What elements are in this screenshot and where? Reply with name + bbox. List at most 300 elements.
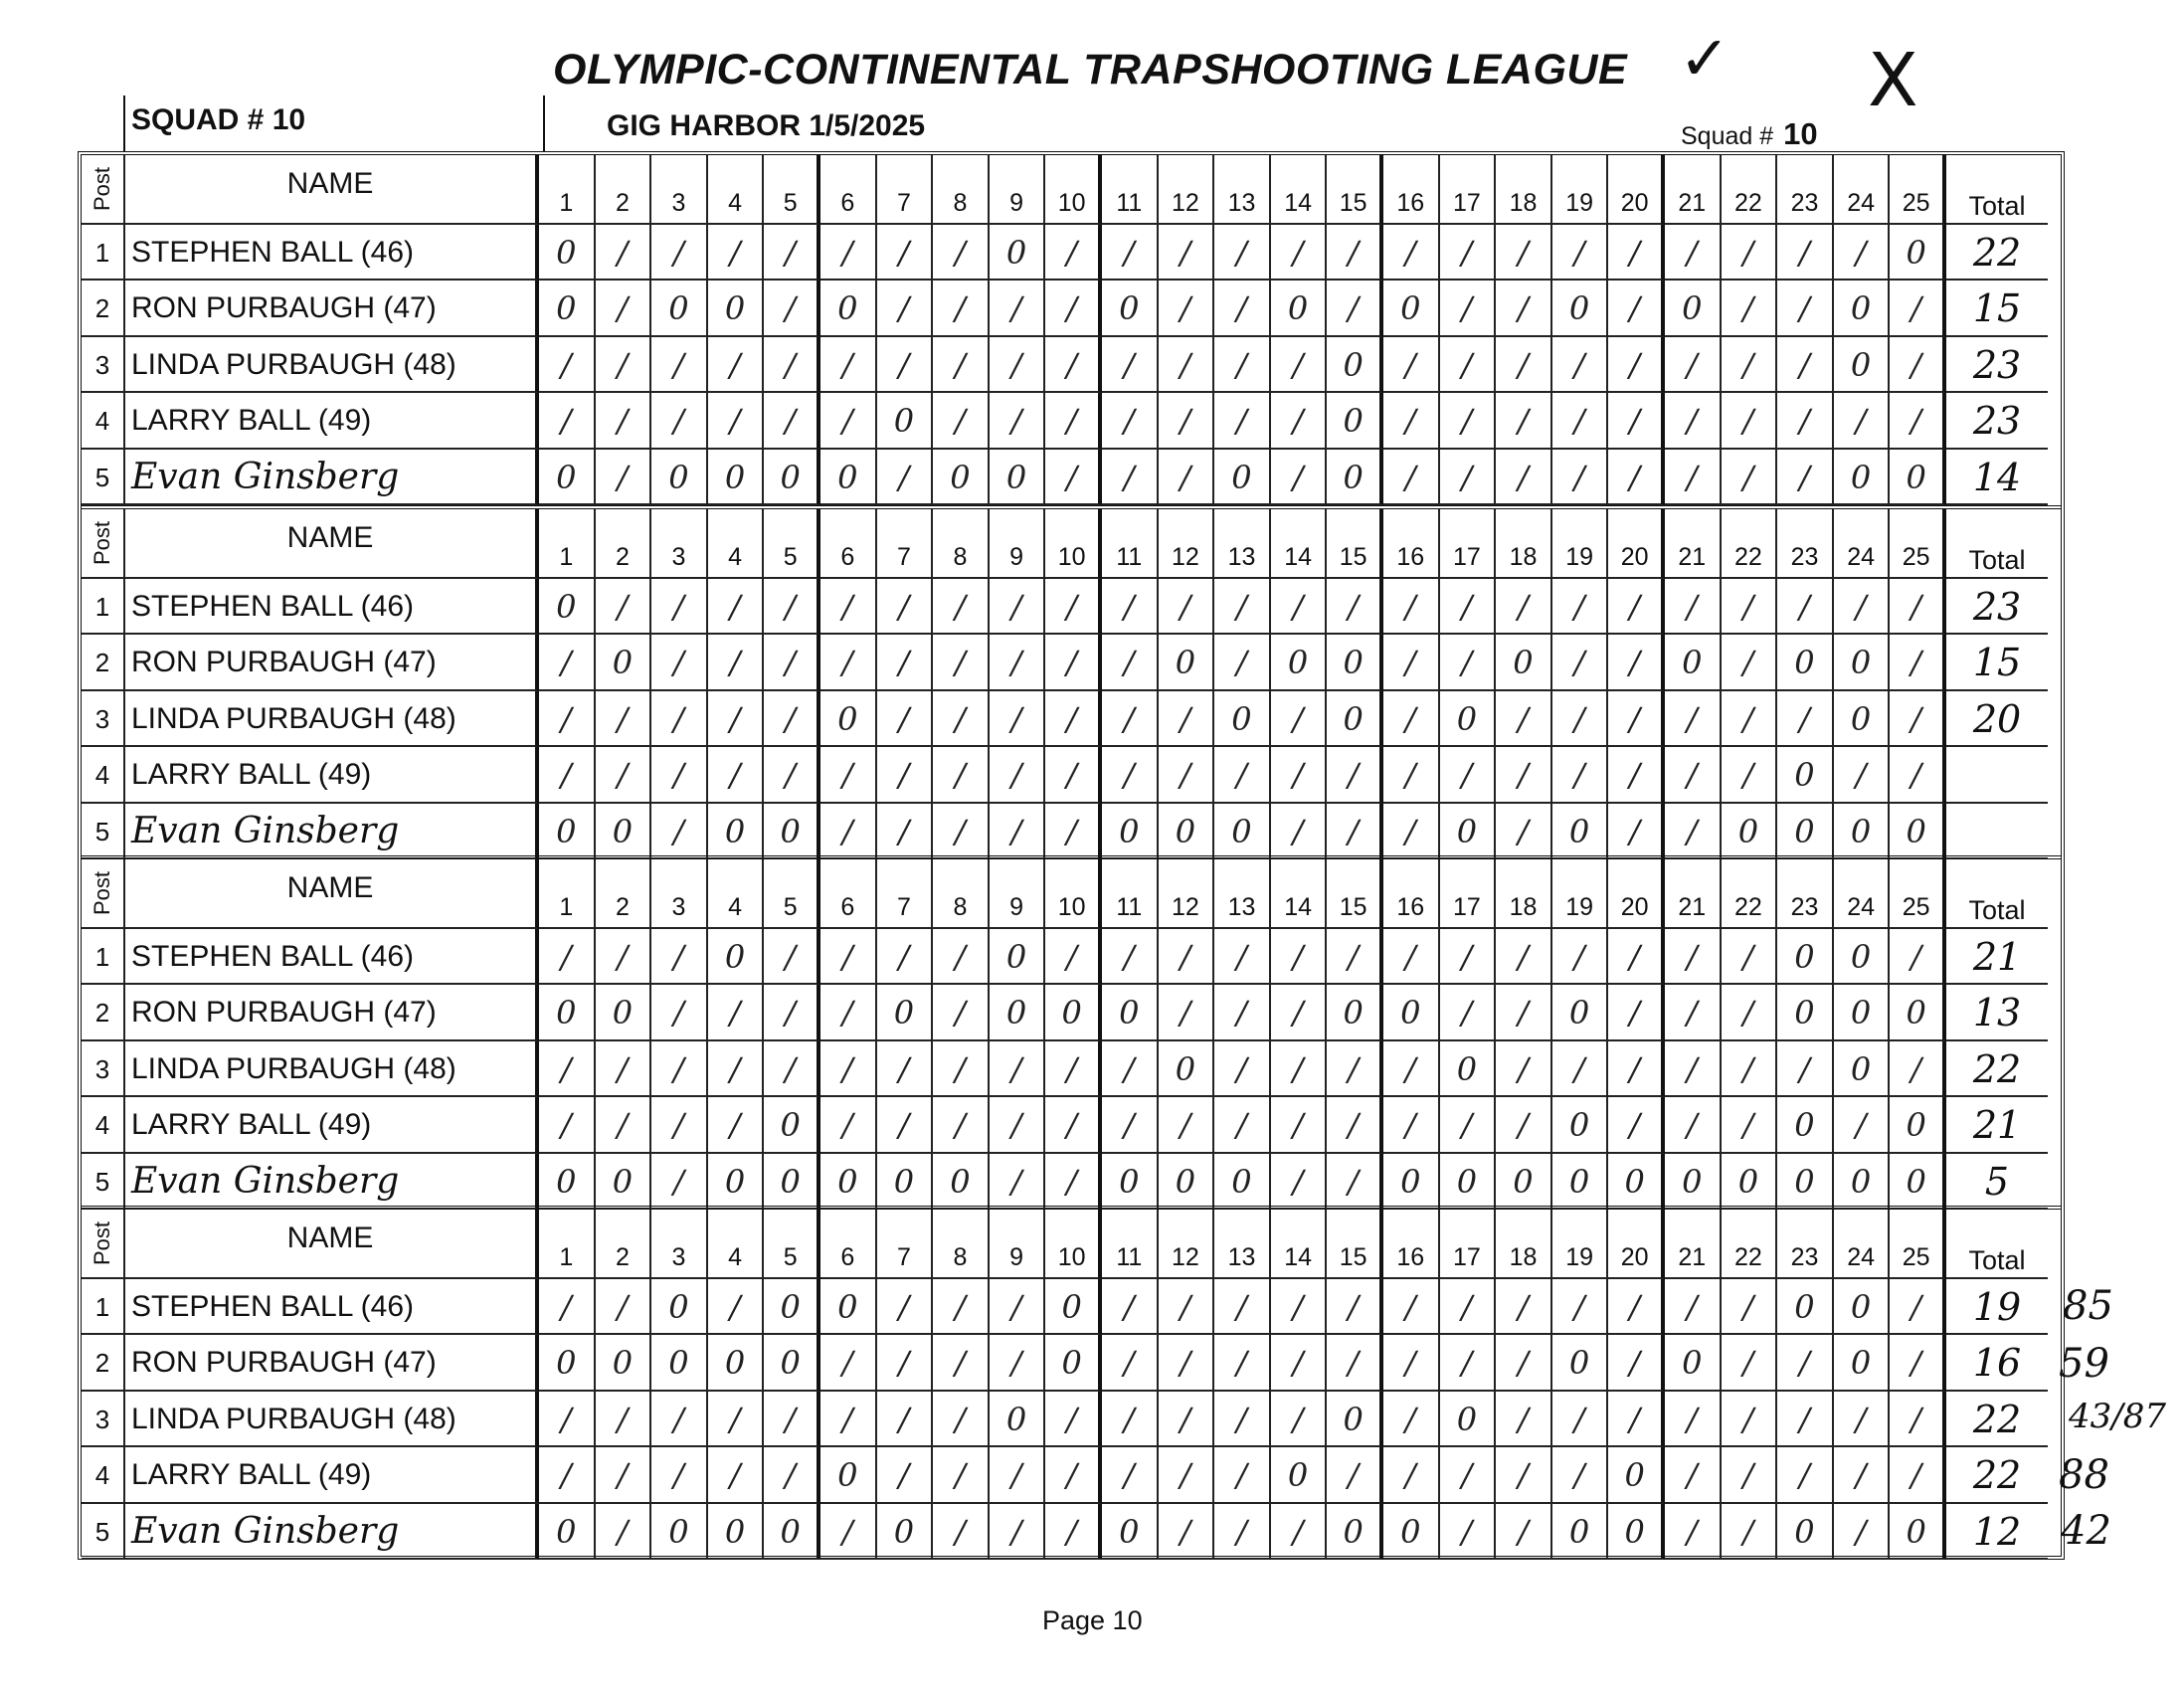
score-cell: / [651, 691, 708, 747]
score-cell: 0 [877, 985, 934, 1040]
score-cell: / [1777, 579, 1834, 635]
target-number-header: 21 [1665, 859, 1722, 929]
score-cell: 0 [990, 929, 1046, 985]
score-cell: / [1214, 1041, 1271, 1097]
score-cell: / [596, 1504, 652, 1560]
post-number: 2 [82, 1335, 125, 1391]
target-number-header: 15 [1327, 155, 1383, 225]
score-cell: 0 [1159, 635, 1215, 690]
score-cell: / [1496, 929, 1552, 985]
score-cell: 0 [1383, 985, 1440, 1040]
score-cell: 0 [1834, 929, 1891, 985]
score-cell: / [1552, 337, 1609, 393]
score-cell: / [708, 393, 765, 449]
player-row [82, 1154, 2061, 1210]
score-cell: / [933, 1335, 990, 1391]
score-cell: 0 [1722, 1154, 1778, 1210]
score-cell: 0 [1159, 804, 1215, 859]
score-cell: / [990, 1504, 1046, 1560]
score-cell: / [1102, 337, 1159, 393]
score-cell: 0 [1383, 1504, 1440, 1560]
score-cell: 0 [990, 985, 1046, 1040]
score-cell: / [1214, 1097, 1271, 1153]
score-cell: 0 [1722, 804, 1778, 859]
score-cell: / [1496, 1335, 1552, 1391]
score-cell: 0 [1552, 1154, 1609, 1210]
score-cell: / [1608, 579, 1665, 635]
score-cell: / [1608, 804, 1665, 859]
score-cell: / [1665, 985, 1722, 1040]
event-name: GIG HARBOR 1/5/2025 [607, 109, 926, 142]
post-header [82, 155, 125, 225]
post-number: 4 [82, 1447, 125, 1503]
score-cell: / [1890, 281, 1946, 336]
target-number-header: 22 [1722, 509, 1778, 579]
score-cell: / [651, 337, 708, 393]
name-header: NAME [125, 155, 539, 225]
score-cell: / [1608, 635, 1665, 690]
target-number-header: 8 [933, 509, 990, 579]
score-cell: / [596, 747, 652, 803]
score-cell: / [1102, 1392, 1159, 1447]
target-number-header: 11 [1102, 509, 1159, 579]
score-cell: / [1890, 579, 1946, 635]
x-mark: X [1868, 38, 1918, 123]
score-cell: / [1440, 225, 1497, 281]
score-cell: / [1496, 1097, 1552, 1153]
score-cell: 0 [1890, 1154, 1946, 1210]
score-cell: / [1214, 1504, 1271, 1560]
score-cell: / [1608, 1279, 1665, 1335]
player-total: 19 [1946, 1279, 2048, 1335]
score-cell: / [1722, 450, 1778, 505]
player-name: Evan Ginsberg [125, 450, 539, 505]
score-cell: / [764, 635, 820, 690]
score-cell: / [1102, 691, 1159, 747]
score-cell: / [1608, 747, 1665, 803]
score-cell: / [1608, 1392, 1665, 1447]
score-cell: 0 [1608, 1154, 1665, 1210]
score-cell: / [1722, 1097, 1778, 1153]
score-cell: / [1271, 929, 1328, 985]
score-cell: 0 [1383, 281, 1440, 336]
score-cell: 0 [1834, 337, 1891, 393]
score-cell: / [820, 579, 877, 635]
score-cell: / [708, 1097, 765, 1153]
score-cell: / [933, 1504, 990, 1560]
score-cell: / [1552, 579, 1609, 635]
target-number-header: 18 [1496, 155, 1552, 225]
score-cell: / [764, 225, 820, 281]
score-cell: / [1045, 393, 1102, 449]
score-cell: / [1722, 225, 1778, 281]
score-cell: / [1102, 579, 1159, 635]
score-cell: / [764, 929, 820, 985]
post-number: 3 [82, 337, 125, 393]
player-name: STEPHEN BALL (46) [125, 1279, 539, 1335]
score-cell: / [764, 985, 820, 1040]
score-cell: / [1665, 1392, 1722, 1447]
score-cell: / [1665, 747, 1722, 803]
score-cell: 0 [764, 1279, 820, 1335]
score-cell: 0 [539, 1335, 596, 1391]
player-row [82, 691, 2061, 747]
score-cell: 0 [1552, 804, 1609, 859]
score-cell: 0 [764, 1504, 820, 1560]
score-cell: 0 [1552, 1335, 1609, 1391]
score-cell: 0 [1440, 691, 1497, 747]
score-cell: / [1214, 393, 1271, 449]
score-cell: / [1102, 450, 1159, 505]
score-cell: / [1552, 1279, 1609, 1335]
score-cell: / [1608, 281, 1665, 336]
score-cell: / [1045, 747, 1102, 803]
score-cell: / [1722, 691, 1778, 747]
score-cell: / [1496, 747, 1552, 803]
score-cell: 0 [1890, 450, 1946, 505]
player-total: 23 [1946, 337, 2048, 393]
score-cell: 0 [1777, 985, 1834, 1040]
player-total: 23 [1946, 579, 2048, 635]
score-cell: 0 [1834, 804, 1891, 859]
score-cell: / [708, 691, 765, 747]
target-number-header: 20 [1608, 1210, 1665, 1279]
score-cell: / [1890, 635, 1946, 690]
target-number-header: 13 [1214, 509, 1271, 579]
score-cell: 0 [1327, 393, 1383, 449]
score-cell: / [1383, 1335, 1440, 1391]
total-header: Total [1946, 155, 2048, 225]
score-cell: 0 [1777, 1154, 1834, 1210]
score-cell: 0 [1214, 1154, 1271, 1210]
player-name: RON PURBAUGH (47) [125, 635, 539, 690]
player-row [82, 225, 2061, 281]
score-cell: / [933, 1392, 990, 1447]
score-cell: / [1496, 985, 1552, 1040]
score-cell: 0 [539, 450, 596, 505]
score-cell: 0 [1608, 1504, 1665, 1560]
score-cell: 0 [1834, 1279, 1891, 1335]
score-cell: / [651, 747, 708, 803]
score-cell: 0 [1777, 635, 1834, 690]
score-cell: / [1608, 929, 1665, 985]
score-cell: 0 [1327, 450, 1383, 505]
score-cell: / [1777, 1335, 1834, 1391]
post-number: 4 [82, 393, 125, 449]
score-cell: / [1608, 450, 1665, 505]
score-cell: / [1327, 1097, 1383, 1153]
score-cell: / [1496, 579, 1552, 635]
target-number-header: 23 [1777, 155, 1834, 225]
player-total: 16 [1946, 1335, 2048, 1391]
score-cell: 0 [708, 929, 765, 985]
player-total: 12 [1946, 1504, 2048, 1560]
score-cell: 0 [708, 1154, 765, 1210]
score-cell: 0 [1890, 225, 1946, 281]
score-cell: / [1834, 1392, 1891, 1447]
score-cell: / [1383, 393, 1440, 449]
score-cell: / [1214, 1335, 1271, 1391]
score-cell: / [877, 929, 934, 985]
score-cell: 0 [990, 450, 1046, 505]
score-cell: 0 [1665, 635, 1722, 690]
player-total: 21 [1946, 929, 2048, 985]
score-cell: / [1777, 691, 1834, 747]
score-cell: 0 [1271, 635, 1328, 690]
score-cell: 0 [1834, 635, 1891, 690]
score-cell: 0 [1214, 804, 1271, 859]
target-number-header: 8 [933, 155, 990, 225]
score-cell: 0 [708, 1504, 765, 1560]
score-cell: / [1890, 1279, 1946, 1335]
score-cell: 0 [877, 1154, 934, 1210]
score-cell: / [1214, 635, 1271, 690]
score-cell: / [877, 1279, 934, 1335]
score-cell: / [1722, 747, 1778, 803]
score-cell: / [1327, 225, 1383, 281]
score-cell: / [1890, 1447, 1946, 1503]
score-cell: / [1890, 1392, 1946, 1447]
score-cell: / [708, 747, 765, 803]
score-cell: / [990, 1154, 1046, 1210]
score-cell: / [1777, 1392, 1834, 1447]
score-cell: 0 [1327, 1504, 1383, 1560]
score-cell: / [1271, 337, 1328, 393]
score-cell: 0 [1214, 691, 1271, 747]
score-cell: / [877, 1392, 934, 1447]
target-number-header: 20 [1608, 155, 1665, 225]
player-name: STEPHEN BALL (46) [125, 579, 539, 635]
score-cell: 0 [1159, 1154, 1215, 1210]
score-cell: 0 [1777, 804, 1834, 859]
score-cell: / [1159, 1335, 1215, 1391]
player-total: 21 [1946, 1097, 2048, 1153]
target-number-header: 16 [1383, 155, 1440, 225]
target-number-header: 19 [1552, 859, 1609, 929]
score-cell: / [1383, 450, 1440, 505]
score-cell: / [539, 635, 596, 690]
name-header: NAME [125, 509, 539, 579]
score-cell: / [820, 393, 877, 449]
target-number-header: 20 [1608, 859, 1665, 929]
score-cell: / [933, 985, 990, 1040]
score-cell: 0 [539, 1154, 596, 1210]
score-cell: / [651, 1097, 708, 1153]
score-cell: / [596, 579, 652, 635]
score-cell: / [764, 337, 820, 393]
score-cell: / [539, 1279, 596, 1335]
score-cell: / [990, 1097, 1046, 1153]
score-cell: 0 [820, 1279, 877, 1335]
score-cell: / [877, 1097, 934, 1153]
player-total: 22 [1946, 225, 2048, 281]
score-cell: / [539, 929, 596, 985]
score-cell: 0 [651, 1335, 708, 1391]
score-cell: / [1383, 579, 1440, 635]
target-number-header: 23 [1777, 859, 1834, 929]
target-number-header: 15 [1327, 1210, 1383, 1279]
target-number-header: 9 [990, 859, 1046, 929]
score-cell: / [1271, 1279, 1328, 1335]
player-row [82, 929, 2061, 985]
score-cell: 0 [877, 1504, 934, 1560]
score-cell: / [1102, 1041, 1159, 1097]
score-cell: / [1440, 747, 1497, 803]
score-cell: / [1608, 393, 1665, 449]
target-number-header: 5 [764, 859, 820, 929]
score-cell: / [1665, 929, 1722, 985]
score-cell: / [877, 450, 934, 505]
score-cell: 0 [1890, 985, 1946, 1040]
target-number-header: 18 [1496, 859, 1552, 929]
score-cell: 0 [1440, 1154, 1497, 1210]
header-divider-left [123, 95, 125, 151]
score-cell: / [1271, 450, 1328, 505]
squad-label: SQUAD # 10 [131, 103, 306, 136]
score-cell: / [708, 337, 765, 393]
score-cell: / [1608, 691, 1665, 747]
score-cell: / [651, 1392, 708, 1447]
player-row [82, 281, 2061, 336]
score-cell: / [1890, 929, 1946, 985]
score-cell: 0 [708, 804, 765, 859]
score-cell: 0 [1890, 1097, 1946, 1153]
score-cell: / [1271, 1504, 1328, 1560]
score-cell: / [539, 393, 596, 449]
score-cell: / [1159, 337, 1215, 393]
score-cell: / [1552, 1041, 1609, 1097]
round-block [82, 155, 2061, 505]
player-row [82, 1447, 2061, 1503]
target-number-header: 14 [1271, 1210, 1328, 1279]
score-cell: / [1271, 1041, 1328, 1097]
score-cell: / [1722, 985, 1778, 1040]
target-number-header: 14 [1271, 859, 1328, 929]
score-cell: 0 [1665, 1154, 1722, 1210]
score-cell: / [539, 747, 596, 803]
score-cell: 0 [651, 1279, 708, 1335]
score-cell: / [596, 1447, 652, 1503]
player-row [82, 337, 2061, 393]
score-cell: 0 [1834, 1335, 1891, 1391]
score-cell: / [1214, 1447, 1271, 1503]
score-cell: / [820, 804, 877, 859]
player-total: 20 [1946, 691, 2048, 747]
score-cell: / [1552, 225, 1609, 281]
player-name: LARRY BALL (49) [125, 1097, 539, 1153]
post-label: Post [90, 520, 114, 566]
target-number-header: 11 [1102, 859, 1159, 929]
target-number-header: 12 [1159, 155, 1215, 225]
player-row [82, 747, 2061, 803]
score-cell: / [651, 985, 708, 1040]
target-number-header: 2 [596, 509, 652, 579]
score-cell: 0 [1552, 1504, 1609, 1560]
round-header-row [82, 155, 2061, 225]
score-cell: / [990, 281, 1046, 336]
score-cell: / [820, 337, 877, 393]
score-cell: 0 [990, 225, 1046, 281]
score-cell: 0 [1102, 1154, 1159, 1210]
score-cell: 0 [539, 579, 596, 635]
player-total: 14 [1946, 450, 2048, 505]
score-cell: / [1665, 393, 1722, 449]
score-cell: / [1665, 1279, 1722, 1335]
target-number-header: 1 [539, 155, 596, 225]
name-header: NAME [125, 1210, 539, 1279]
target-number-header: 21 [1665, 509, 1722, 579]
post-number: 4 [82, 1097, 125, 1153]
target-number-header: 16 [1383, 1210, 1440, 1279]
score-cell: / [1777, 225, 1834, 281]
score-cell: / [1722, 1447, 1778, 1503]
post-number: 5 [82, 1154, 125, 1210]
target-number-header: 23 [1777, 509, 1834, 579]
post-number: 1 [82, 1279, 125, 1335]
score-cell: / [1552, 450, 1609, 505]
score-cell: / [1271, 691, 1328, 747]
player-row [82, 985, 2061, 1040]
score-cell: 0 [1045, 1279, 1102, 1335]
score-cell: / [1159, 747, 1215, 803]
player-name: LARRY BALL (49) [125, 1447, 539, 1503]
target-number-header: 10 [1045, 1210, 1102, 1279]
score-cell: / [1045, 225, 1102, 281]
target-number-header: 1 [539, 1210, 596, 1279]
target-number-header: 24 [1834, 859, 1891, 929]
score-cell: / [990, 337, 1046, 393]
score-cell: 0 [651, 1504, 708, 1560]
score-cell: / [1496, 804, 1552, 859]
score-cell: / [1045, 337, 1102, 393]
score-cell: / [1102, 1097, 1159, 1153]
score-cell: / [990, 635, 1046, 690]
score-cell: / [1159, 579, 1215, 635]
post-number: 2 [82, 281, 125, 336]
score-cell: 0 [539, 985, 596, 1040]
score-cell: / [933, 579, 990, 635]
target-number-header: 24 [1834, 509, 1891, 579]
target-number-header: 7 [877, 1210, 934, 1279]
target-number-header: 5 [764, 155, 820, 225]
total-header: Total [1946, 859, 2048, 929]
score-cell: 0 [1496, 1154, 1552, 1210]
side-note-3: 43/87 [2069, 1397, 2166, 1436]
score-cell: / [1496, 1041, 1552, 1097]
score-cell: 0 [820, 450, 877, 505]
score-cell: / [764, 393, 820, 449]
score-cell: / [1440, 985, 1497, 1040]
score-cell: / [1327, 747, 1383, 803]
name-header: NAME [125, 859, 539, 929]
score-cell: / [1045, 635, 1102, 690]
score-cell: / [1777, 337, 1834, 393]
player-row [82, 1041, 2061, 1097]
score-cell: / [1159, 1097, 1215, 1153]
squad-number-label: Squad # [1681, 122, 1774, 150]
score-cell: / [1383, 929, 1440, 985]
score-cell: / [1383, 1279, 1440, 1335]
score-cell: / [1271, 985, 1328, 1040]
target-number-header: 25 [1890, 859, 1946, 929]
score-cell: / [1327, 929, 1383, 985]
score-cell: / [1496, 225, 1552, 281]
score-cell: 0 [596, 1154, 652, 1210]
score-cell: / [1777, 1447, 1834, 1503]
target-number-header: 4 [708, 155, 765, 225]
score-cell: / [877, 281, 934, 336]
target-number-header: 17 [1440, 155, 1497, 225]
